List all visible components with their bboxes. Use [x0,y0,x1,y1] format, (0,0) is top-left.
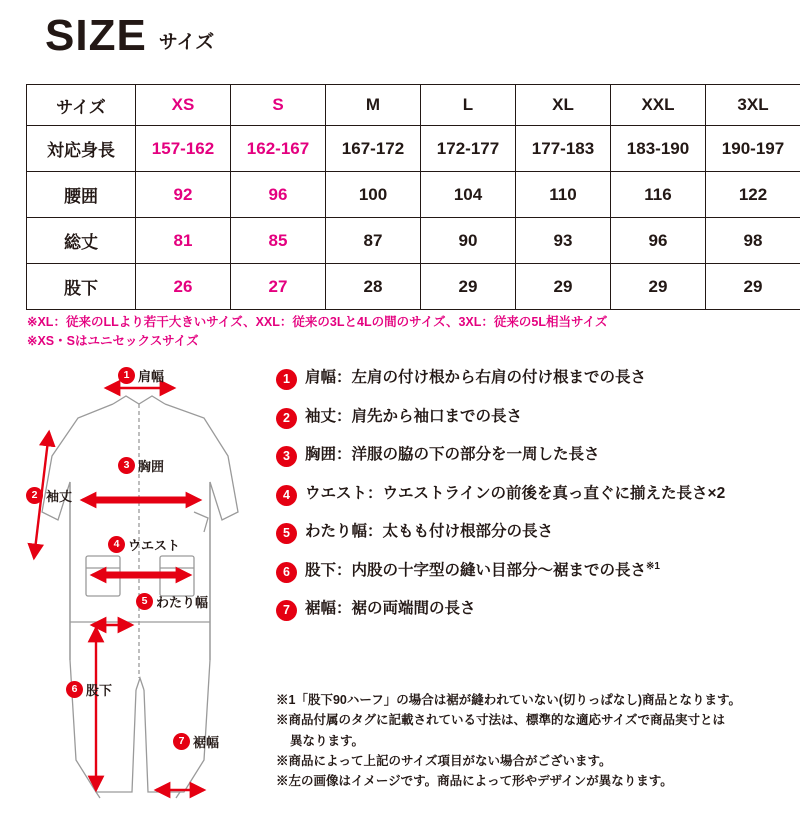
legend-text-2: 袖丈：肩先から袖口までの長さ [305,407,523,425]
cell-waist-xs: 92 [136,172,231,218]
legend-badge-1: 1 [276,369,297,390]
illustration-badge-5: 5 [136,593,153,610]
illustration-label-text-1: 肩幅 [138,369,165,384]
table-header-cell-m: M [326,85,421,126]
illustration-badge-7: 7 [173,733,190,750]
measurement-legend [276,368,792,638]
table-header-cell-size: サイズ [27,85,136,126]
cell-waist-l: 104 [421,172,516,218]
legend-item [276,484,792,506]
row-label-height: 対応身長 [27,126,136,172]
illustration-badge-1: 1 [118,367,135,384]
footnotes [276,690,792,791]
illustration-label-4 [108,535,180,554]
illustration-label-text-7: 裾幅 [193,735,220,750]
legend-badge-2: 2 [276,408,297,429]
legend-item [276,561,792,583]
legend-badge-6: 6 [276,562,297,583]
illustration-badge-4: 4 [108,536,125,553]
table-header-row [27,85,800,126]
footnote-2: ※商品付属のタグに記載されている寸法は、標準的な適応サイズで商品実寸とは [276,713,726,728]
page-header [45,11,215,60]
page-title: SIZE [45,11,147,60]
cell-height-m: 167-172 [326,126,421,172]
illustration-label-text-4: ウエスト [128,538,181,553]
cell-total-xxl: 96 [611,218,706,264]
table-header-cell-3xl: 3XL [706,85,800,126]
cell-total-s: 85 [231,218,326,264]
legend-item [276,368,792,390]
footnote-5: ※左の画像はイメージです。商品によって形やデザインが異なります。 [276,774,673,788]
illustration-badge-2: 2 [26,487,43,504]
cell-inseam-m: 28 [326,264,421,310]
cell-inseam-s: 27 [231,264,326,310]
legend-text-6-main: 股下：内股の十字型の縫い目部分〜裾までの長さ [305,561,647,579]
table-row [27,126,800,172]
illustration-label-7 [173,732,219,751]
cell-total-xl: 93 [516,218,611,264]
table-row [27,172,800,218]
illustration-label-5 [136,592,208,611]
cell-height-xxl: 183-190 [611,126,706,172]
row-label-waist: 腰囲 [27,172,136,218]
cell-waist-m: 100 [326,172,421,218]
illustration-badge-6: 6 [66,681,83,698]
legend-badge-4: 4 [276,485,297,506]
cell-total-xs: 81 [136,218,231,264]
illustration-label-1 [118,366,164,385]
table-header-cell-s: S [231,85,326,126]
illustration-label-6 [66,680,112,699]
table-header-cell-l: L [421,85,516,126]
table-row [27,218,800,264]
cell-waist-3xl: 122 [706,172,800,218]
table-header-cell-xxl: XXL [611,85,706,126]
legend-text-4: ウエスト：ウエストラインの前後を真っ直ぐに揃えた長さ×2 [305,484,726,502]
table-row [27,264,800,310]
legend-text-7: 裾幅：裾の両端間の長さ [305,600,476,617]
legend-item [276,522,792,544]
cell-height-xl: 177-183 [516,126,611,172]
illustration-label-text-3: 胸囲 [138,459,165,474]
footnote-4: ※商品によって上記のサイズ項目がない場合がございます。 [276,753,612,768]
cell-height-l: 172-177 [421,126,516,172]
table-header-cell-xl: XL [516,85,611,126]
legend-text-3: 胸囲：洋服の脇の下の部分を一周した長さ [305,446,600,463]
size-table [26,84,800,310]
coverall-diagram-svg [8,360,270,800]
illustration-label-text-5: わたり幅 [156,595,209,610]
row-label-inseam: 股下 [27,264,136,310]
illustration-label-3 [118,456,164,475]
page-subtitle: サイズ [158,32,215,53]
legend-item [276,445,792,467]
legend-text-5: わたり幅：太もも付け根部分の長さ [305,523,554,540]
legend-item [276,407,792,429]
cell-height-xs: 157-162 [136,126,231,172]
cell-inseam-3xl: 29 [706,264,800,310]
cell-inseam-xl: 29 [516,264,611,310]
cell-total-m: 87 [326,218,421,264]
cell-total-l: 90 [421,218,516,264]
cell-inseam-xs: 26 [136,264,231,310]
illustration-badge-3: 3 [118,457,135,474]
legend-badge-7: 7 [276,600,297,621]
legend-text-1: 肩幅：左肩の付け根から右肩の付け根までの長さ [305,369,647,386]
cell-waist-s: 96 [231,172,326,218]
cell-total-3xl: 98 [706,218,800,264]
cell-height-s: 162-167 [231,126,326,172]
illustration-label-text-2: 袖丈 [46,489,73,504]
footnote-1: ※1「股下90ハーフ」の場合は裾が縫われていない(切りっぱなし)商品となります。 [276,693,742,707]
measurement-illustration [8,360,270,800]
cell-inseam-xxl: 29 [611,264,706,310]
legend-badge-3: 3 [276,446,297,467]
table-notes [27,313,607,352]
cell-waist-xl: 110 [516,172,611,218]
legend-text-6-note: ※1 [646,560,660,572]
legend-text-6 [305,561,660,580]
illustration-label-2 [26,486,72,505]
table-note-1: ※XL：従来のLLより若干大きいサイズ、XXL：従来の3Lと4Lの間のサイズ、3XL：従来の5L相当サイズ [27,315,608,329]
cell-inseam-l: 29 [421,264,516,310]
cell-height-3xl: 190-197 [706,126,800,172]
legend-item [276,599,792,621]
row-label-total-length: 総丈 [27,218,136,264]
cell-waist-xxl: 116 [611,172,706,218]
table-note-2: ※XS・Sはユニセックスサイズ [27,334,199,349]
illustration-label-text-6: 股下 [86,683,113,698]
legend-badge-5: 5 [276,523,297,544]
footnote-3: 異なります。 [290,733,365,748]
table-header-cell-xs: XS [136,85,231,126]
